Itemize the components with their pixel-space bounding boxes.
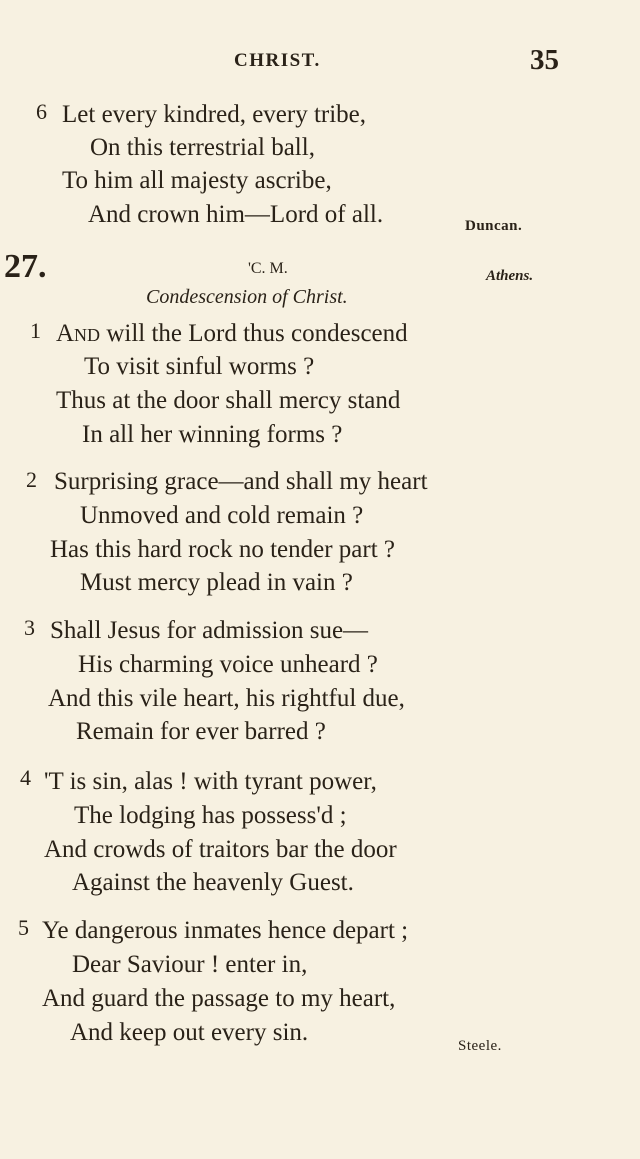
author-attribution: Steele. — [458, 1038, 502, 1054]
first-word: And — [56, 320, 101, 347]
verse-line: Surprising grace—and shall my heart — [54, 468, 428, 495]
hymn-number: 27. — [4, 248, 47, 285]
verse-line: Dear Saviour ! enter in, — [72, 951, 308, 978]
verse-line: Let every kindred, every tribe, — [62, 101, 367, 128]
verse-line: To visit sinful worms ? — [84, 353, 315, 380]
verse-line: Has this hard rock no tender part ? — [50, 536, 396, 563]
verse-line: The lodging has possess'd ; — [74, 802, 347, 829]
verse-line: Must mercy plead in vain ? — [80, 569, 353, 596]
verse-line: His charming voice unheard ? — [78, 651, 378, 678]
running-header: CHRIST. — [234, 50, 321, 71]
stanza-number: 6 — [36, 99, 47, 124]
hymn-meter: 'C. M. — [248, 260, 288, 277]
verse-line: Unmoved and cold remain ? — [80, 502, 364, 529]
verse-line: On this terrestrial ball, — [90, 134, 315, 161]
verse-line — [56, 319, 408, 349]
page-number: 35 — [530, 44, 559, 76]
verse-line: 'T is sin, alas ! with tyrant power, — [44, 768, 377, 795]
verse-line-text: will the Lord thus condescend — [106, 320, 408, 347]
hymn-subtitle: Condescension of Christ. — [146, 286, 348, 308]
verse-line: In all her winning forms ? — [82, 421, 343, 448]
verse-line: Against the heavenly Guest. — [72, 869, 354, 896]
stanza-number: 1 — [30, 318, 41, 343]
stanza-number: 5 — [18, 915, 29, 940]
verse-line: And guard the passage to my heart, — [42, 985, 396, 1012]
verse-line: To him all majesty ascribe, — [62, 167, 332, 194]
stanza-number: 4 — [20, 765, 31, 790]
verse-line: And crowds of traitors bar the door — [44, 836, 397, 863]
verse-line: Remain for ever barred ? — [76, 718, 326, 745]
author-attribution: Duncan. — [465, 218, 523, 234]
verse-line: And this vile heart, his rightful due, — [48, 685, 405, 712]
stanza-number: 3 — [24, 615, 35, 640]
verse-line: Thus at the door shall mercy stand — [56, 387, 401, 414]
verse-line: Shall Jesus for admission sue— — [50, 617, 369, 644]
verse-line: Ye dangerous inmates hence depart ; — [42, 917, 409, 944]
verse-line: And crown him—Lord of all. — [88, 201, 384, 228]
tune-name: Athens. — [486, 268, 534, 284]
verse-line: And keep out every sin. — [70, 1019, 309, 1046]
stanza-number: 2 — [26, 467, 37, 492]
